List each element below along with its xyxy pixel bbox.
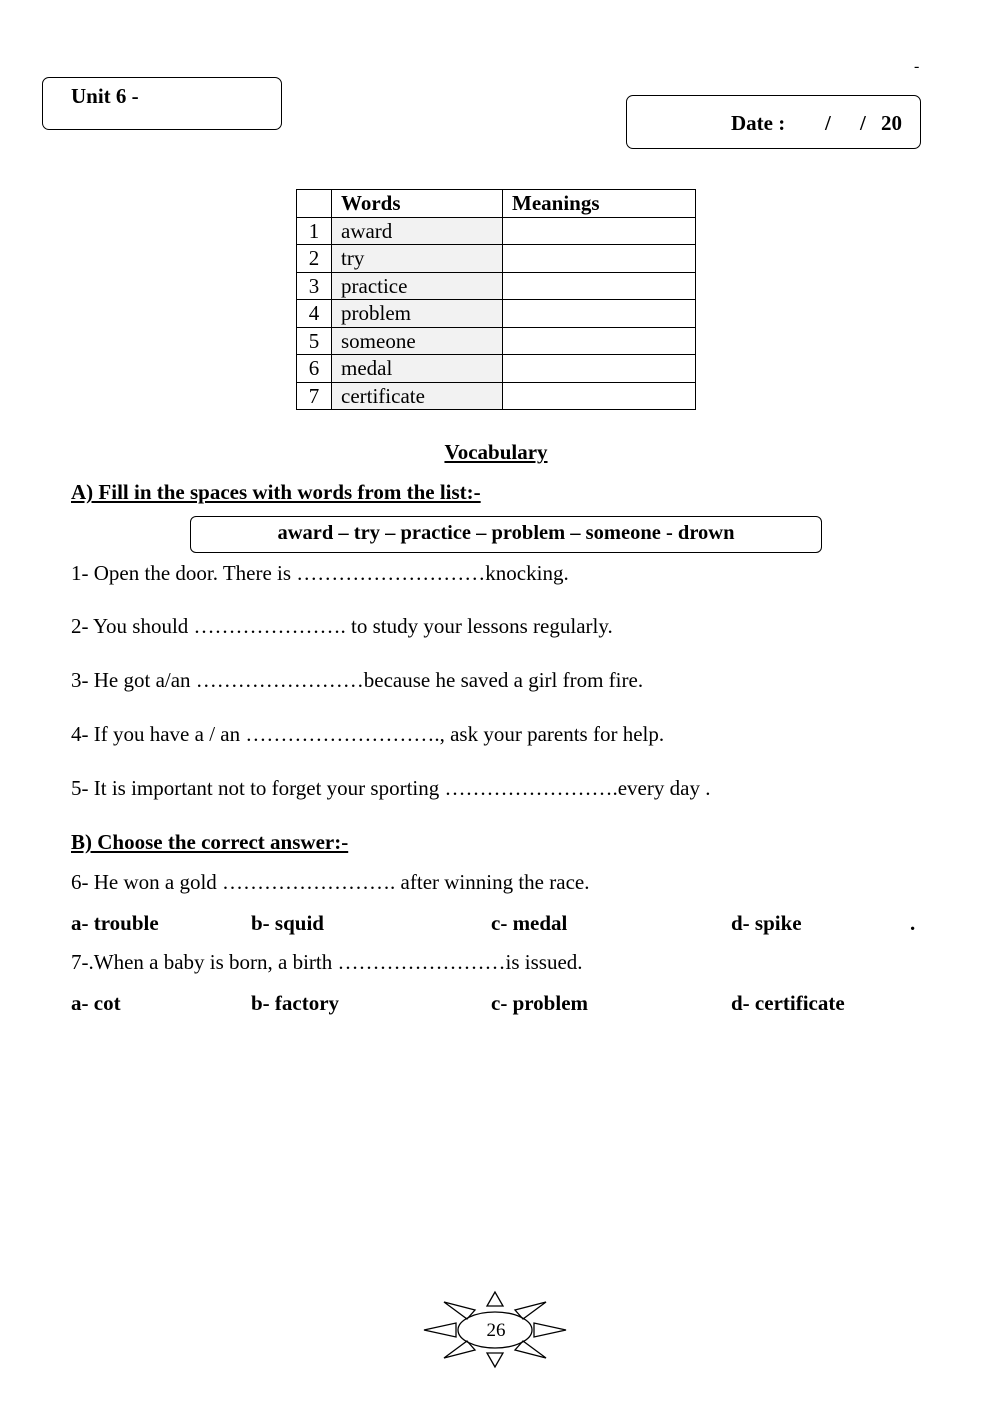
row-number: 6 [297,355,332,383]
date-box [626,95,921,149]
table-row [297,272,696,300]
unit-box [42,77,282,130]
header-num [297,190,332,218]
option-a[interactable]: a- cot [71,991,121,1015]
question-7: 7-.When a baby is born, a birth ……………………is issued. [71,950,583,974]
word-list: award – try – practice – problem – someone - drown [277,522,735,544]
row-meaning[interactable] [503,327,696,355]
date-separator: / [860,111,866,135]
row-meaning[interactable] [503,245,696,273]
unit-label: Unit 6 - [71,84,139,108]
date-separator: / [825,111,831,135]
row-meaning[interactable] [503,382,696,410]
row-number: 3 [297,272,332,300]
word-list-box [190,516,822,553]
row-word: medal [332,355,503,383]
question-1: 1- Open the door. There is ………………………knocking. [71,561,569,585]
table-row [297,217,696,245]
row-word: problem [332,300,503,328]
row-meaning[interactable] [503,272,696,300]
row-word: award [332,217,503,245]
option-b[interactable]: b- factory [251,991,340,1015]
question-4: 4- If you have a / an ………………………., ask your parents for help. [71,722,665,746]
date-label: Date : [731,111,786,135]
table-row [297,300,696,328]
option-c[interactable]: c- medal [491,911,568,935]
row-number: 4 [297,300,332,328]
row-number: 7 [297,382,332,410]
row-number: 1 [297,217,332,245]
section-title: Vocabulary [444,440,548,464]
option-d[interactable]: d- certificate [731,991,845,1015]
header-meanings: Meanings [503,190,696,218]
date-year: 20 [881,111,902,135]
question-6: 6- He won a gold ……………………. after winning the race. [71,870,590,894]
corner-mark: - [914,58,920,75]
row-word: try [332,245,503,273]
row-word: practice [332,272,503,300]
section-b-heading: B) Choose the correct answer:- [71,830,349,854]
row-meaning[interactable] [503,355,696,383]
page-number: 26 [486,1320,506,1341]
table-row [297,327,696,355]
row-word: certificate [332,382,503,410]
row-number: 5 [297,327,332,355]
header-words: Words [332,190,503,218]
row-meaning[interactable] [503,217,696,245]
table-row [297,245,696,273]
table-header-row [297,190,696,218]
row-word: someone [332,327,503,355]
question-2: 2- You should …………………. to study your lessons regularly. [71,614,613,638]
question-3: 3- He got a/an ……………………because he saved a girl from fire. [71,668,644,692]
row-meaning[interactable] [503,300,696,328]
table-row [297,355,696,383]
option-a[interactable]: a- trouble [71,911,159,935]
row-number: 2 [297,245,332,273]
option-c[interactable]: c- problem [491,991,589,1015]
table-row [297,382,696,410]
option-d[interactable]: d- spike [731,911,802,935]
trailing-dot: . [910,911,916,935]
question-5: 5- It is important not to forget your sporting …………………….every day . [71,776,711,800]
vocabulary-table [296,189,696,410]
section-a-heading: A) Fill in the spaces with words from the list:- [71,480,481,504]
option-b[interactable]: b- squid [251,911,324,935]
